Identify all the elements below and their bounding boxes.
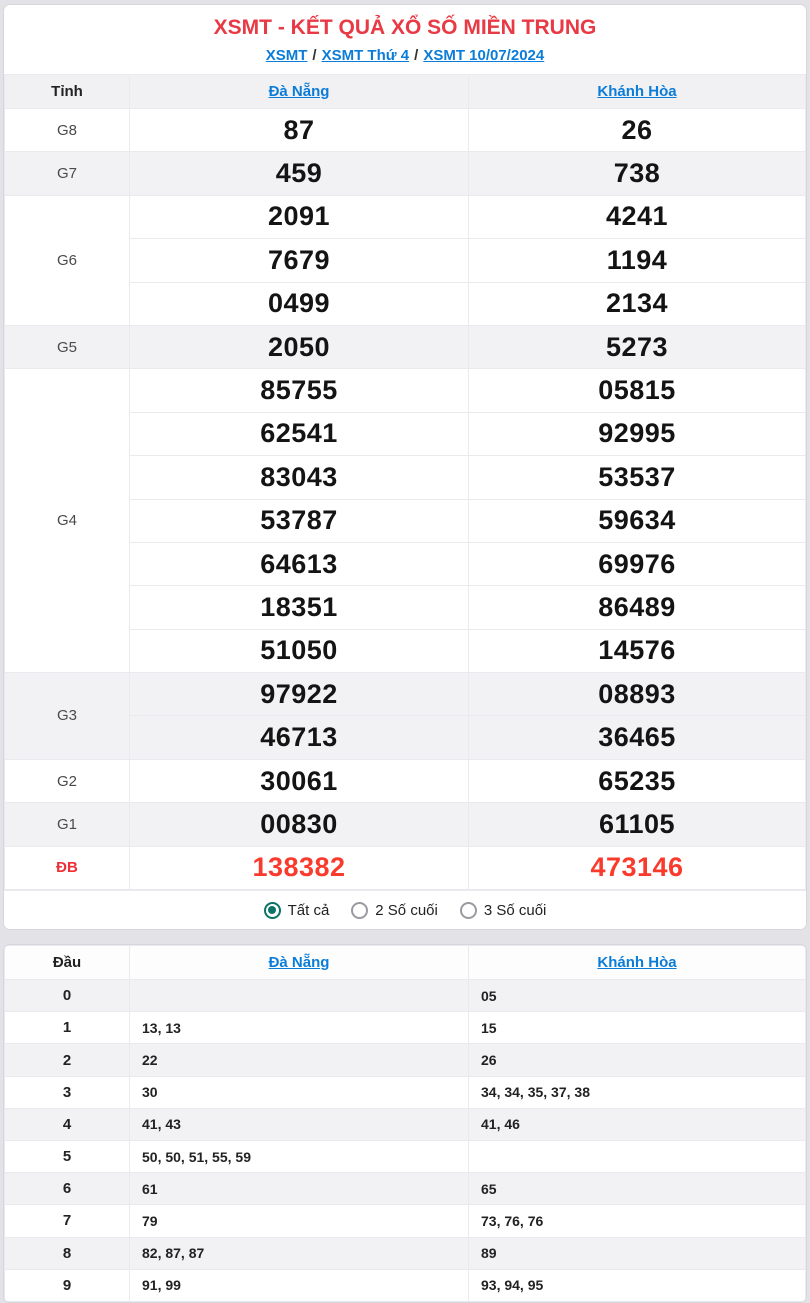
prize-value: 64613 — [130, 542, 469, 585]
dau-digit: 3 — [5, 1076, 130, 1108]
radio-label: Tất cả — [287, 901, 330, 919]
breadcrumb-separator: / — [312, 47, 317, 64]
table-row — [5, 109, 806, 152]
dau-values: 61 — [130, 1173, 469, 1205]
prize-label-g8: G8 — [5, 109, 130, 152]
dau-values — [130, 980, 469, 1012]
radio-label: 3 Số cuối — [483, 901, 547, 919]
dau-table — [4, 945, 806, 1302]
radio-label: 2 Số cuối — [375, 901, 438, 919]
title-block — [4, 5, 806, 74]
dau-values: 13, 13 — [130, 1012, 469, 1044]
table-row — [5, 673, 806, 716]
prize-value: 85755 — [130, 369, 469, 412]
prize-value: 738 — [469, 152, 806, 195]
table-row — [5, 152, 806, 195]
prize-value: 59634 — [469, 499, 806, 542]
breadcrumb — [4, 45, 806, 67]
table-row — [5, 325, 806, 368]
page-title: XSMT - KẾT QUẢ XỔ SỐ MIỀN TRUNG — [213, 16, 597, 39]
dau-row — [5, 1012, 806, 1044]
prize-value: 459 — [130, 152, 469, 195]
prize-value: 0499 — [130, 282, 469, 325]
prize-value: 69976 — [469, 542, 806, 585]
prize-label-db: ĐB — [5, 846, 130, 889]
prize-value: 2091 — [130, 195, 469, 238]
prize-label-g5: G5 — [5, 325, 130, 368]
breadcrumb-link-xsmt[interactable]: XSMT — [265, 47, 308, 64]
prize-value: 46713 — [130, 716, 469, 759]
radio-icon[interactable] — [351, 902, 368, 919]
radio-option-last2[interactable] — [351, 902, 438, 919]
prize-value: 2134 — [469, 282, 806, 325]
results-table — [4, 74, 806, 890]
prize-label-g7: G7 — [5, 152, 130, 195]
prize-label-g1: G1 — [5, 803, 130, 846]
radio-option-last3[interactable] — [460, 902, 547, 919]
dau-digit: 4 — [5, 1108, 130, 1140]
filter-radio-group — [4, 890, 806, 929]
dau-row — [5, 1044, 806, 1076]
prize-value: 4241 — [469, 195, 806, 238]
prize-value: 92995 — [469, 412, 806, 455]
prize-value: 5273 — [469, 325, 806, 368]
dau-values: 79 — [130, 1205, 469, 1237]
dau-row — [5, 1076, 806, 1108]
da-nang-link[interactable]: Đà Nẵng — [268, 83, 330, 100]
dau-digit: 6 — [5, 1173, 130, 1205]
dau-digit: 7 — [5, 1205, 130, 1237]
dau-values: 05 — [469, 980, 806, 1012]
dau-values: 50, 50, 51, 55, 59 — [130, 1140, 469, 1172]
dau-values: 82, 87, 87 — [130, 1237, 469, 1269]
prize-value: 30061 — [130, 759, 469, 802]
table-row — [5, 195, 806, 238]
column-header-province: Tỉnh — [5, 75, 130, 109]
dau-row — [5, 1108, 806, 1140]
dau-values: 41, 43 — [130, 1108, 469, 1140]
dau-header-row — [5, 946, 806, 980]
dau-row — [5, 1205, 806, 1237]
da-nang-link[interactable]: Đà Nẵng — [268, 954, 330, 972]
dau-values: 91, 99 — [130, 1269, 469, 1301]
radio-icon[interactable] — [460, 902, 477, 919]
prize-value: 62541 — [130, 412, 469, 455]
dau-card — [3, 944, 807, 1303]
dau-digit: 9 — [5, 1269, 130, 1301]
prize-value: 1194 — [469, 239, 806, 282]
column-header-da-nang — [130, 75, 469, 109]
dau-values: 30 — [130, 1076, 469, 1108]
breadcrumb-link-xsmt-date[interactable]: XSMT 10/07/2024 — [423, 47, 545, 64]
prize-value: 14576 — [469, 629, 806, 672]
table-row — [5, 803, 806, 846]
table-row-special-prize — [5, 846, 806, 889]
prize-value: 36465 — [469, 716, 806, 759]
prize-value: 18351 — [130, 586, 469, 629]
prize-value: 2050 — [130, 325, 469, 368]
prize-value: 65235 — [469, 759, 806, 802]
khanh-hoa-link[interactable]: Khánh Hòa — [597, 83, 677, 100]
prize-value: 53537 — [469, 456, 806, 499]
prize-value: 08893 — [469, 673, 806, 716]
prize-value: 87 — [130, 109, 469, 152]
dau-values: 65 — [469, 1173, 806, 1205]
dau-row — [5, 1173, 806, 1205]
dau-values: 89 — [469, 1237, 806, 1269]
prize-value: 00830 — [130, 803, 469, 846]
radio-option-all[interactable] — [264, 902, 330, 919]
special-prize-value: 138382 — [130, 846, 469, 889]
prize-value: 86489 — [469, 586, 806, 629]
column-header-dau: Đầu — [5, 946, 130, 980]
prize-label-g3: G3 — [5, 673, 130, 760]
prize-value: 26 — [469, 109, 806, 152]
prize-value: 05815 — [469, 369, 806, 412]
dau-values — [469, 1140, 806, 1172]
column-header-khanh-hoa — [469, 75, 806, 109]
column-header-khanh-hoa — [469, 946, 806, 980]
dau-values: 93, 94, 95 — [469, 1269, 806, 1301]
prize-value: 53787 — [130, 499, 469, 542]
dau-values: 73, 76, 76 — [469, 1205, 806, 1237]
dau-row — [5, 1269, 806, 1301]
special-prize-value: 473146 — [469, 846, 806, 889]
prize-label-g6: G6 — [5, 195, 130, 325]
results-card — [3, 4, 807, 930]
results-header-row — [5, 75, 806, 109]
column-header-da-nang — [130, 946, 469, 980]
prize-label-g4: G4 — [5, 369, 130, 673]
prize-value: 83043 — [130, 456, 469, 499]
dau-digit: 2 — [5, 1044, 130, 1076]
dau-row — [5, 980, 806, 1012]
prize-value: 7679 — [130, 239, 469, 282]
khanh-hoa-link[interactable]: Khánh Hòa — [597, 954, 677, 972]
dau-values: 34, 34, 35, 37, 38 — [469, 1076, 806, 1108]
prize-value: 51050 — [130, 629, 469, 672]
dau-digit: 5 — [5, 1140, 130, 1172]
table-row — [5, 759, 806, 802]
dau-values: 15 — [469, 1012, 806, 1044]
breadcrumb-separator: / — [414, 47, 419, 64]
dau-digit: 8 — [5, 1237, 130, 1269]
dau-row — [5, 1237, 806, 1269]
prize-value: 61105 — [469, 803, 806, 846]
dau-row — [5, 1140, 806, 1172]
prize-label-g2: G2 — [5, 759, 130, 802]
dau-values: 22 — [130, 1044, 469, 1076]
table-row — [5, 369, 806, 412]
dau-values: 41, 46 — [469, 1108, 806, 1140]
dau-values: 26 — [469, 1044, 806, 1076]
breadcrumb-link-xsmt-thu4[interactable]: XSMT Thứ 4 — [321, 47, 410, 64]
dau-digit: 1 — [5, 1012, 130, 1044]
prize-value: 97922 — [130, 673, 469, 716]
radio-icon[interactable] — [264, 902, 281, 919]
dau-digit: 0 — [5, 980, 130, 1012]
